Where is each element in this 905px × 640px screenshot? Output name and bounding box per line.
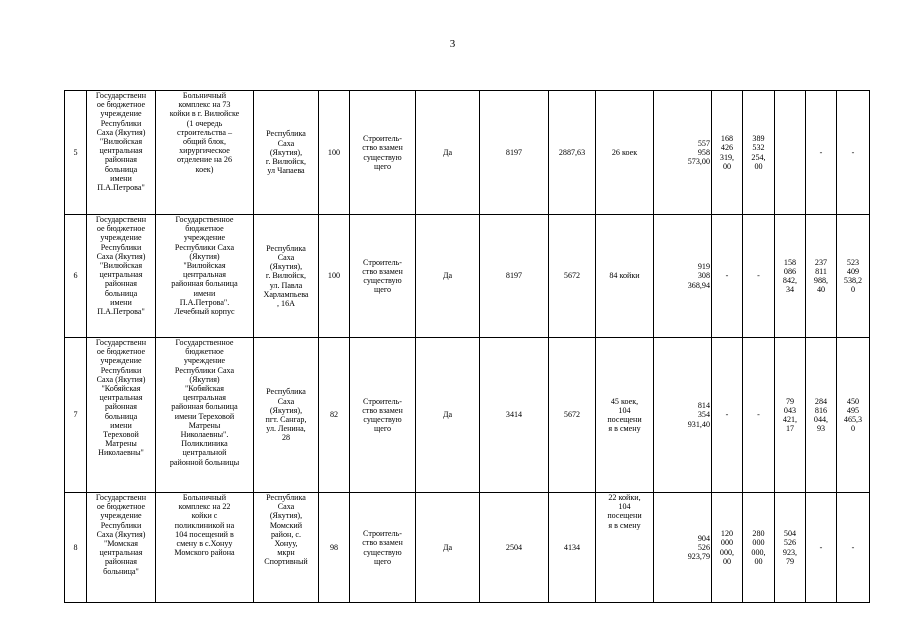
year3-cell: 79 043 421, 17 bbox=[775, 338, 806, 493]
year4-cell: 284 816 044, 93 bbox=[806, 338, 837, 493]
readiness-cell: 98 bbox=[319, 493, 350, 603]
table-row bbox=[65, 91, 870, 215]
address-cell: Республика Саха (Якутия), пгт. Сангар, ул. Ленина, 28 bbox=[254, 338, 319, 493]
year3-cell bbox=[775, 91, 806, 215]
capacity-cell: 84 койки bbox=[596, 215, 654, 338]
year2-cell: 280 000 000, 00 bbox=[743, 493, 775, 603]
object-cell: Больничный комплекс на 73 койки в г. Вилюйске (1 очередь строительства – общий блок, хирургическое отделение на 26 коек) bbox=[156, 91, 254, 215]
year1-cell: 120 000 000, 00 bbox=[712, 493, 743, 603]
flag-cell: Да bbox=[416, 493, 480, 603]
capacity-cell: 22 койки, 104 посещени я в смену bbox=[596, 493, 654, 603]
total-cost-cell: 557 958 573,00 bbox=[654, 91, 712, 215]
year4-cell: - bbox=[806, 493, 837, 603]
object-cell: Государственное бюджетное учреждение Республики Саха (Якутия) "Кобяйская центральная районная больница имени Тереховой Матрены Николаевны". Поликлиника центральной районной больницы bbox=[156, 338, 254, 493]
row-number: 5 bbox=[65, 91, 87, 215]
value2-cell: 5672 bbox=[549, 338, 596, 493]
table-row bbox=[65, 493, 870, 603]
year2-cell: 389 532 254, 00 bbox=[743, 91, 775, 215]
page-number: 3 bbox=[449, 38, 456, 50]
organization-cell: Государственн ое бюджетное учреждение Республики Саха (Якутия) "Вилюйская центральная районная больница имени П.А.Петрова" bbox=[87, 215, 156, 338]
address-cell: Республика Саха (Якутия), Момский район, с. Хонуу, мкрн Спортивный bbox=[254, 493, 319, 603]
work-type-cell: Строитель- ство взамен существую щего bbox=[350, 338, 416, 493]
address-cell: Республика Саха (Якутия), г. Вилюйск, ул Чапаева bbox=[254, 91, 319, 215]
row-number: 6 bbox=[65, 215, 87, 338]
year3-cell: 158 086 842, 34 bbox=[775, 215, 806, 338]
total-cost-cell: 904 526 923,79 bbox=[654, 493, 712, 603]
flag-cell: Да bbox=[416, 338, 480, 493]
address-cell: Республика Саха (Якутия), г. Вилюйск, ул. Павла Харлампьева , 16А bbox=[254, 215, 319, 338]
capacity-cell: 45 коек, 104 посещени я в смену bbox=[596, 338, 654, 493]
value1-cell: 2504 bbox=[480, 493, 549, 603]
year5-cell: - bbox=[837, 91, 870, 215]
year3-cell: 504 526 923, 79 bbox=[775, 493, 806, 603]
year1-cell: - bbox=[712, 338, 743, 493]
row-number: 7 bbox=[65, 338, 87, 493]
year1-cell: - bbox=[712, 215, 743, 338]
objects-table bbox=[64, 90, 870, 603]
year1-cell: 168 426 319, 00 bbox=[712, 91, 743, 215]
object-cell: Государственное бюджетное учреждение Республики Саха (Якутия) "Вилюйская центральная районная больница имени П.А.Петрова". Лечебный корпус bbox=[156, 215, 254, 338]
year2-cell: - bbox=[743, 338, 775, 493]
year5-cell: - bbox=[837, 493, 870, 603]
year5-cell: 450 495 465,3 0 bbox=[837, 338, 870, 493]
value2-cell: 4134 bbox=[549, 493, 596, 603]
value1-cell: 8197 bbox=[480, 91, 549, 215]
readiness-cell: 100 bbox=[319, 215, 350, 338]
total-cost-cell: 814 354 931,40 bbox=[654, 338, 712, 493]
year4-cell: 237 811 988, 40 bbox=[806, 215, 837, 338]
value1-cell: 3414 bbox=[480, 338, 549, 493]
flag-cell: Да bbox=[416, 215, 480, 338]
value2-cell: 5672 bbox=[549, 215, 596, 338]
row-number: 8 bbox=[65, 493, 87, 603]
organization-cell: Государственн ое бюджетное учреждение Республики Саха (Якутия) "Момская центральная районная больница" bbox=[87, 493, 156, 603]
flag-cell: Да bbox=[416, 91, 480, 215]
work-type-cell: Строитель- ство взамен существую щего bbox=[350, 215, 416, 338]
capacity-cell: 26 коек bbox=[596, 91, 654, 215]
year2-cell: - bbox=[743, 215, 775, 338]
value2-cell: 2887,63 bbox=[549, 91, 596, 215]
organization-cell: Государственн ое бюджетное учреждение Республики Саха (Якутия) "Кобяйская центральная районная больница имени Тереховой Матрены Николаевны" bbox=[87, 338, 156, 493]
organization-cell: Государственн ое бюджетное учреждение Республики Саха (Якутия) "Вилюйская центральная районная больница имени П.А.Петрова" bbox=[87, 91, 156, 215]
total-cost-cell: 919 308 368,94 bbox=[654, 215, 712, 338]
object-cell: Больничный комплекс на 22 койки с поликлиникой на 104 посещений в смену в с.Хонуу Момского района bbox=[156, 493, 254, 603]
year4-cell: - bbox=[806, 91, 837, 215]
work-type-cell: Строитель- ство взамен существую щего bbox=[350, 493, 416, 603]
value1-cell: 8197 bbox=[480, 215, 549, 338]
readiness-cell: 82 bbox=[319, 338, 350, 493]
work-type-cell: Строитель- ство взамен существую щего bbox=[350, 91, 416, 215]
year5-cell: 523 409 538,2 0 bbox=[837, 215, 870, 338]
table-row bbox=[65, 338, 870, 493]
table-row bbox=[65, 215, 870, 338]
readiness-cell: 100 bbox=[319, 91, 350, 215]
